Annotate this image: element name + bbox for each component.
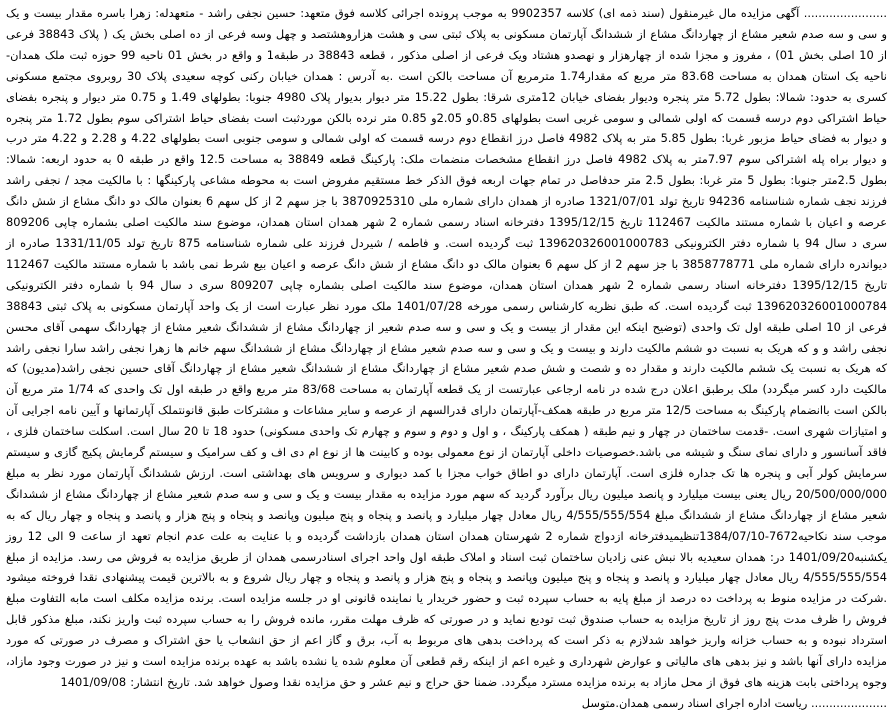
notice-signature: ..................... ریاست اداره اجرای اسناد رسمی همدان.متوسل [581,695,887,710]
auction-notice-body: ....................... آگهی مزایده مال غیرمنقول (سند ذمه ای) کلاسه 9902357 به موجب پرونده اجرائی کلاسه فوق متعهد: حسین نجفی راشد - متعهدله: زهرا باسره مقدار بیست و یک و سی و سه صدم شعیر مشاع از چهاردانگ مشاع از ششدانگ آپارتمان مسکونی به پلاک ثبتی سی و هشت هزاروهشتصد و چهل وسه فرعی از ده اصلی بخش یک ( پلاک 38843 فرعی از 10 اصلی بخش 01) ، مفروز و مجزا شده از چهارهزار و نهصدو هشتاد ویک فرعی از اصلی مذکور ، قطعه 38843 در طبقه1 و واقع در بخش 01 ناحیه 99 حوزه ثبت ملک همدان-ناحیه یک استان همدان به مساحت 83.68 متر مربع که مقدار1.74 مترمربع آن مساحت بالکن است .به آدرس : همدان خیابان رکنی کوچه سعیدی پلاک 30 روبروی مجتمع مسکونی کسری به حدود: شمالا: بطول 5.72 متر پنجره وديوار بفضای خيابان 12متری شرقا: بطول 15.22 متر ديوار بديوار پلاک 4980 جنوبا: بطولهای 1.49 و 0.75 متر ديوار و پنجره بفضای حياط اشتراکی دوم درسه قسمت که اولی شمالی و سومی غربی است بطولهای 0.85و 2.05و 0.85 متر نرده بالکن موردثبت است بفضای حياط اشتراکی سوم بطول 1.72 متر پنجره و ديوار به فضای حياط مزبور غربا: بطول 5.85 متر به پلاک 4982 فاصل درز انقطاع دوم درسه قسمت که اولی شمالی و سومی جنوبی است بطولهای 4.22 و 2.28 و 4.22 متر درب و ديوار براه پله اشتراکی سوم 7.97متر به پلاک 4982 فاصل درز انقطاع مشخصات منضمات ملک: پارکينگ قطعه 38849 به مساحت 12.5 واقع در طبقه 0 به حدود اربعه: شمالا: بطول 2.5متر جنوبا: بطول 5 متر غربا: بطول 2.5 متر حدفاصل در تمام جهات اربعه فوق الذکر خط مستقیم مفروض است به محوطه مشاعی پارکینگها : با مالکیت مجد / نجفی راشد فرزند نجف شماره شناسنامه 94236 تاریخ تولد 1321/07/01 صادره از همدان دارای شماره ملی 3870925310 با جز سهم 2 از کل سهم 6 بعنوان مالک دو دانگ مشاع از شش دانگ عرصه و اعیان با شماره مستند مالکیت 112467 تاریخ 1395/12/15 دفترخانه اسناد رسمی شماره 2 شهر همدان استان همدان، موضوع سند مالکیت اصلی بشماره چاپی 809206 سری د سال 94 با شماره دفتر الکترونیکی 139620326001000783 ثبت گردیده است. و فاطمه / شیردل فرزند علی شماره شناسنامه 875 تاریخ تولد 1331/11/05 صادره از دیواندره دارای شماره ملی 3858778771 با جز سهم 2 از کل سهم 6 بعنوان مالک دو دانگ مشاع از شش دانگ عرصه و اعیان بیع شرط نمی باشد با شماره مستند مالکیت 112467 تاریخ 1395/12/15 دفترخانه اسناد رسمی شماره 2 شهر همدان استان همدان، موضوع سند مالکیت اصلی بشماره چاپی 809207 سری د سال 94 با شماره دفتر الکترونیکی 139620326001000784 ثبت گردیده است. که طبق نظریه کارشناس رسمی مورخه 1401/07/28 ملک مورد نظر عبارت است از یک واحد آپارتمان مسکونی به پلاک ثبتی 38843 فرعی از 10 اصلی طبقه اول تک واحدی (توضیح اینکه این مقدار از بیست و یک و سی و سه صدم شعیر از چهاردانگ مشاع از ششدانگ شعیر مشاع از چهاردانگ سهمی آقای محسن نجفی راشد و و که هریک به نسبت دو ششم مالکیت دارند و بیست و یک و سی و سه صدم شعیر مشاع از چهاردانگ مشاع از ششدانگ سهم خانم ها زهرا نجفی راشد سارا نجفی راشد که هریک به نسبت یک ششم مالکیت دارند و مقدار ده و شصت و شش صدم شعیر مشاع از چهاردانگ مشاع از ششدانگ شعیر مشاع از چهاردانگ آقای حسین نجفی راشد(مدیون) که مالکیت دارد کسر میگردد) ملک برطبق اعلان درج شده در نامه ارجاعی عبارتست از یک قطعه آپارتمان به مساحت 83/68 متر مربع واقع در طبقه اول تک واحدی که 1/74 متر مربع آن بالکن است باانضمام پارکینگ به مساحت 12/5 متر مربع در طبقه همکف-آپارتمان دارای قدرالسهم از عرصه و سایر مشاعات و مشترکات طبق قانونتملک آپارتمانها و آیین نامه اجرایی آن و امتیازات شهری است. -قدمت ساختمان در چهار و نیم طبقه ( همکف پارکینگ ، و اول و دوم و سوم و چهارم تک واحدی مسکونی) حدود 18 تا 20 سال است. اسکلت ساختمان فلزی ، فاقد آسانسور و دارای نمای سنگ و شیشه می باشد.خصوصیات داخلی آپارتمان از نوع معمولی بوده و کابینت ها از نوع ام دی اف و کف سرامیک و سیستم گرمایش پکیج گازی و سیستم سرمایش کولر آبی و پنجره ها تک جداره فلزی است. آپارتمان دارای دو اطاق خواب مجزا با کمد دیواری و سرویس های بهداشتی است. ارزش ششدانگ آپارتمان مورد نظر به مبلغ 20/500/000/000 ریال یعنی بیست میلیارد و پانصد میلیون ریال برآورد گردید که سهم مورد مزایده به مقدار بیست و یک و سی و سه صدم شعیر مشاع از چهاردانگ مشاع از ششدانگ شعیر مشاع از چهاردانگ مشاع از ششدانگ مبلغ 4/555/555/554 ریال معادل چهار میلیارد و پانصد و پنجاه و پنج میلیون وپانصد و پنجاه و پنج هزار و پانصد و پنجاه و چهار ریال که به موجب سند نکاحیه7672-1384/07/10تنظیمیدفترخانه ازدواج شماره 2 شهرستان همدان استان همدان بازداشت گردیده و با عنایت به علت عدم انجام تعهد از ساعت 9 الی 12 روز یکشنبه1401/09/20 در: همدان سعیدیه بالا نبش عنی زادیان ساختمان ثبت اسناد و املاک طبقه اول واحد اجرای اسنادرسمی همدان از طریق مزایده به فروش می رسد. مزایده از مبلغ 4/555/555/554 ریال معادل چهار میلیارد و پانصد و پنجاه و پنج میلیون وپانصد و پنجاه و پنج هزار و پانصد و پنجاه و چهار ریال شروع و به بالاترین قیمت پیشنهادی نقدا فروخته میشود .شرکت در مزایده منوط به پرداخت ده درصد از مبلغ پایه به حساب سپرده ثبت و حضور خریدار یا نماینده قانونی او در جلسه مزایده است. برنده مزایده مکلف است مابه التفاوت مبلغ فروش را ظرف مدت پنج روز از تاریخ مزایده به حساب صندوق ثبت تودیع نماید و در صورتی که ظرف مهلت مقرر، مانده فروش را به حساب سپرده ثبت واریز نکند، مبلغ مذکور قابل استرداد نبوده و به حساب خزانه واریز خواهد شدلازم به ذکر است که پرداخت بدهی های مربوط به آب، برق و گاز اعم از حق انشعاب یا حق اشتراک و مصرف در صورتی که مورد مزایده دارای آنها باشد و نیز بدهی های مالیاتی و عوارض شهرداری و غیره اعم از اینکه رقم قطعی آن معلوم شده یا نشده باشد به عهده برنده مزایده است و نیز در صورت وجود مازاد، وجوه پرداختی بابت هزینه های فوق از محل مازاد به برنده مزایده مسترد میگردد. ضمنا حق حراج و نیم عشر و حق مزایده نقدا وصول خواهد شد. تاریخ انتشار: 1401/09/08 [6,6,888,689]
